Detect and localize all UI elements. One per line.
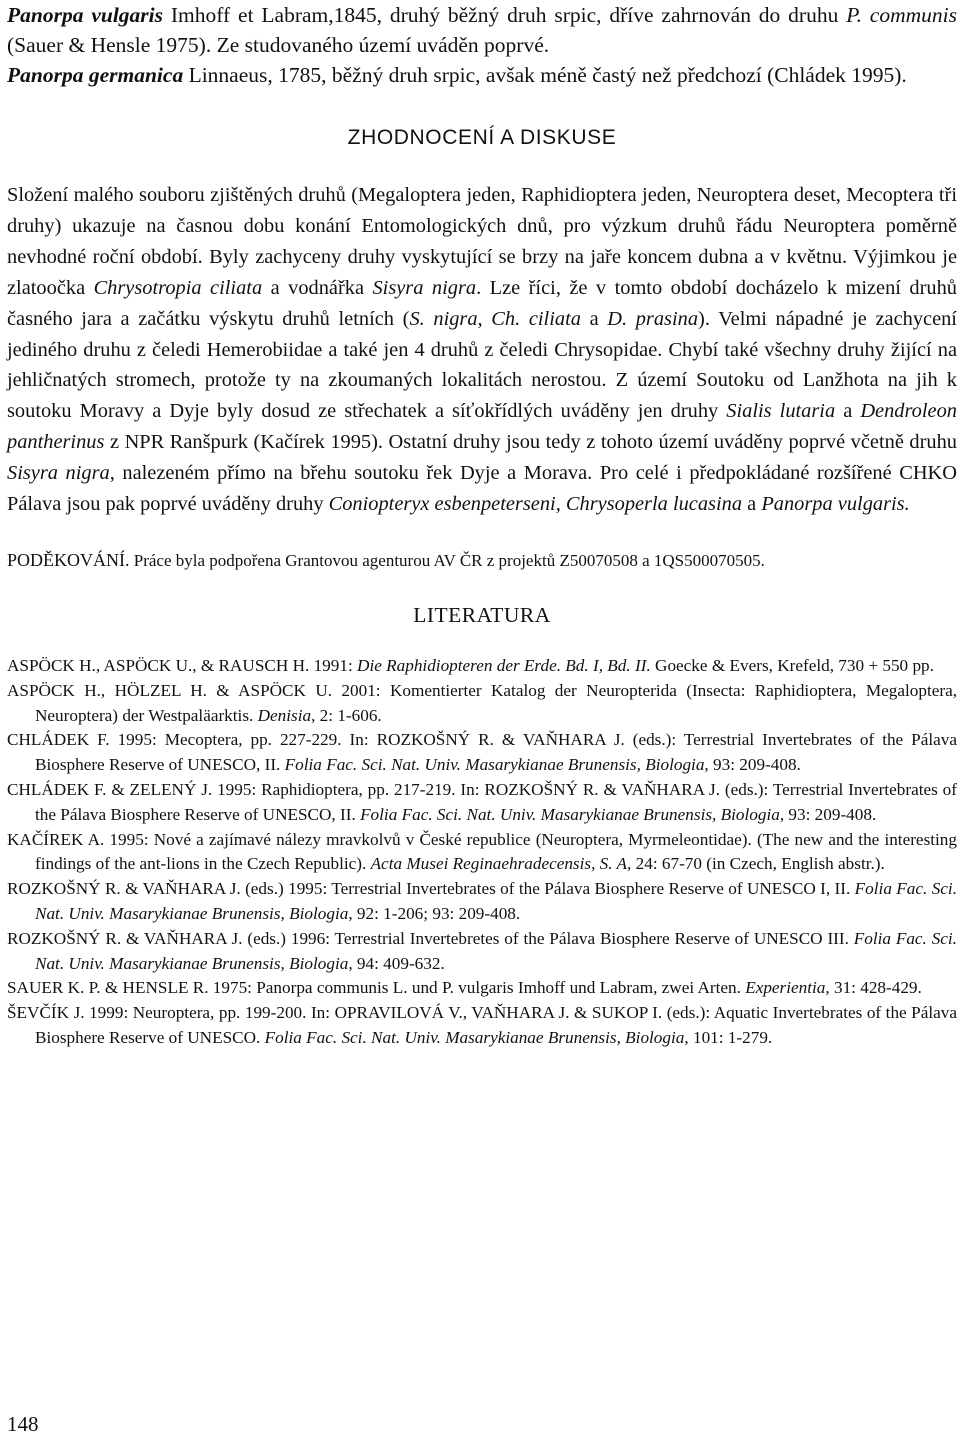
species-notes	[7, 0, 957, 90]
italic-text: S. nigra, Ch. ciliata	[409, 307, 581, 330]
acknowledgement-text: Práce byla podpořena Grantovou agenturou AV ČR z projektů Z50070508 a 1QS500070505.	[129, 550, 765, 570]
text-run: z NPR Ranšpurk (Kačírek 1995). Ostatní druhy jsou tedy z tohoto území uváděny poprvé včetně druhu	[104, 431, 957, 454]
text-run: ASPÖCK H., ASPÖCK U., & RAUSCH H. 1991:	[7, 655, 358, 675]
italic-text: D. prasina	[607, 307, 699, 330]
italic-text: Die Raphidiopteren der Erde. Bd. I, Bd. II.	[357, 655, 651, 675]
italic-text: Sisyra nigra	[7, 462, 110, 485]
species-note-panorpa-vulgaris: Panorpa vulgaris Imhoff et Labram,1845, druhý běžný druh srpic, dříve zahrnován do druhu P. communis (Sauer & Hensle 1975). Ze studovaného území uváděn poprvé.	[7, 3, 957, 57]
reference-entry	[7, 828, 957, 878]
italic-text: Coniopteryx esbenpeterseni, Chrysoperla lucasina	[328, 493, 743, 516]
italic-text: Sialis lutaria	[726, 400, 836, 423]
text-run: , 94: 409-632.	[348, 953, 445, 973]
text-run: , 31: 428-429.	[825, 978, 922, 998]
text-run: a	[835, 400, 861, 423]
text-run: CHLÁDEK F. 1995: Mecoptera, pp. 227-229. In: ROZKOŠNÝ R. & VAŇHARA J. (eds.): Terrestrial Invertebrates of the Pálava Biosphere Reserve of UNESCO, II.	[7, 730, 957, 775]
text-run: a vodnářka	[262, 276, 373, 299]
text-run: a	[742, 493, 762, 516]
text-run: , 101: 1-279.	[684, 1027, 773, 1047]
italic-text: Chrysotropia ciliata	[93, 276, 263, 299]
italic-text: Folia Fac. Sci. Nat. Univ. Masarykianae Brunensis, Biologia	[264, 1027, 685, 1047]
text-run: ŠEVČÍK J. 1999: Neuroptera, pp. 199-200. In: OPRAVILOVÁ V., VAŇHARA J. & SUKOP I. (eds.): Aquatic Invertebrates of the Pálava Biosphere Reserve of UNESCO.	[7, 1003, 957, 1047]
italic-text: Folia Fac. Sci. Nat. Univ. Masarykianae Brunensis, Biologia	[360, 804, 780, 824]
text-run: ROZKOŠNÝ R. & VAŇHARA J. (eds.) 1996: Terrestrial Invertebretes of the Pálava Biosphere Reserve of UNESCO III.	[7, 928, 854, 948]
italic-text: Folia Fac. Sci. Nat. Univ. Masarykianae Brunensis, Biologia	[284, 755, 705, 775]
reference-entry	[7, 728, 957, 778]
text-run: , nalezeném přímo na břehu soutoku řek Dyje a Morava. Pro celé i předpokládané rozšířené CHKO Pálava jsou pak poprvé uváděny druhy	[7, 462, 957, 516]
italic-text: Denisia	[257, 705, 312, 725]
text-run: , 93: 209-408.	[704, 755, 801, 775]
text-run: . Lze říci, že v tomto období docházelo k mizení druhů časného jara a začátku výskytu druhů letních (	[7, 276, 957, 330]
text-run: ). Velmi nápadné je zachycení jediného druhu z čeledi Hemerobiidae a také jen 4 druhů z čeledi Chrysopidae. Chybí také všechny druhy žijící na jehličnatých stromech, protože ty na zkoumaných lokalitách nerostou. Z území Soutoku od Lanžhota na jih k soutoku Moravy a Dyje byly dosud ze střechatek a síťokřídlých uváděny jen druhy	[7, 307, 957, 423]
page-number: 148	[7, 1412, 39, 1436]
text-run: Složení malého souboru zjištěných druhů (Megaloptera jeden, Raphidioptera jeden, Neuroptera deset, Mecoptera tři druhy) ukazuje na časnou dobu konání Entomologických dnů, pro výzkum druhů řádu Neuroptera poměrně nevhodné roční období. Byly zachyceny druhy vyskytující se brzy na jaře koncem dubna a v květnu. Výjimkou je zlatoočka	[7, 184, 957, 299]
text-run: , 93: 209-408.	[779, 804, 877, 824]
species-note-panorpa-germanica: Panorpa germanica Linnaeus, 1785, běžný druh srpic, avšak méně častý než předchozí (Chládek 1995).	[7, 63, 907, 87]
italic-text: Sisyra nigra	[372, 276, 477, 299]
italic-text: Panorpa vulgaris.	[761, 493, 910, 516]
page	[7, 0, 957, 1051]
text-run: ROZKOŠNÝ R. & VAŇHARA J. (eds.) 1995: Terrestrial Invertebrates of the Pálava Biosphere Reserve of UNESCO I, II.	[7, 879, 855, 899]
text-run: , 92: 1-206; 93: 209-408.	[348, 903, 521, 923]
discussion-paragraph	[7, 180, 957, 520]
text-run: CHLÁDEK F. & ZELENÝ J. 1995: Raphidioptera, pp. 217-219. In: ROZKOŠNÝ R. & VAŇHARA J. (eds.): Terrestrial Invertebrates of the Pálava Biosphere Reserve of UNESCO, II.	[7, 779, 957, 824]
italic-text: Dendroleon pantherinus	[7, 400, 957, 454]
species-name: Panorpa vulgaris	[7, 3, 163, 27]
text-run: SAUER K. P. & HENSLE R. 1975: Panorpa communis L. und P. vulgaris Imhoff und Labram, zwei Arten.	[7, 978, 746, 998]
section-title-literature: LITERATURA	[413, 602, 551, 627]
reference-entry	[7, 1001, 957, 1051]
text-run: , 2: 1-606.	[311, 705, 382, 725]
text-run: Goecke & Evers, Krefeld, 730 + 550 pp.	[650, 655, 934, 675]
reference-entry	[7, 976, 957, 1001]
reference-entry	[7, 877, 957, 927]
reference-entry	[7, 778, 957, 828]
italic-text: Experientia	[745, 978, 826, 998]
reference-entry	[7, 927, 957, 977]
italic-text: Acta Musei Reginaehradecensis, S. A	[370, 854, 628, 874]
reference-list	[7, 654, 957, 1051]
section-title-discussion: ZHODNOCENÍ A DISKUSE	[347, 126, 617, 149]
italic-text: Folia Fac. Sci. Nat. Univ. Masarykianae Brunensis, Biologia	[35, 928, 957, 973]
italic-text: Folia Fac. Sci. Nat. Univ. Masarykianae Brunensis, Biologia	[35, 879, 957, 923]
reference-entry	[7, 679, 957, 729]
acknowledgement-lead: PODĚKOVÁNÍ.	[7, 549, 130, 570]
reference-entry	[7, 654, 957, 679]
acknowledgement	[7, 548, 957, 573]
text-run: KAČÍREK A. 1995: Nové a zajímavé nálezy mravkolvů v České republice (Neuroptera, Myrmeleontidae). (The new and the interesting findings of the ant-lions in the Czech Republic).	[7, 829, 957, 874]
species-name: Panorpa germanica	[7, 63, 184, 87]
text-run: , 24: 67-70 (in Czech, English abstr.).	[627, 854, 885, 874]
text-run: ASPÖCK H., HÖLZEL H. & ASPÖCK U. 2001: Komentierter Katalog der Neuropterida (Insecta: Raphidioptera, Megaloptera, Neuroptera) der Westpaläarktis.	[7, 680, 957, 725]
text-run: a	[580, 307, 608, 330]
